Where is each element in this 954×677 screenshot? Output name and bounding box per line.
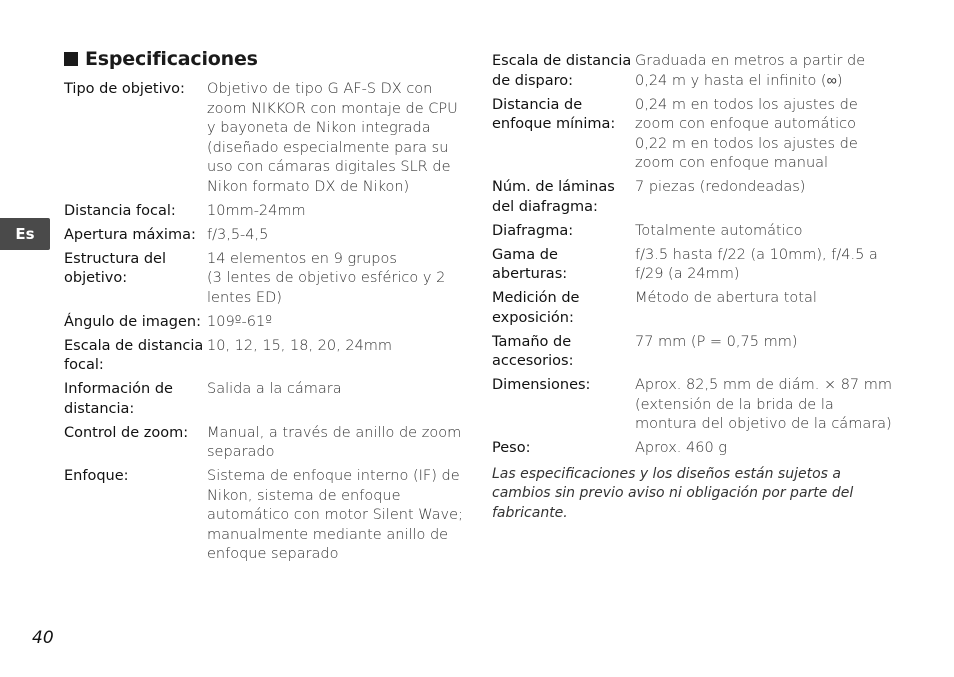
- spec-row: [64, 226, 464, 246]
- spec-row: [492, 178, 892, 217]
- spec-value: Aprox. 82,5 mm de diám. × 87 mm (extensión de la brida de la montura del objetivo de la cámara): [635, 377, 893, 432]
- spec-value: Sistema de enfoque interno (IF) de Nikon, sistema de enfoque automático con motor Silent Wave; manualmente mediante anillo de enfoque separado: [207, 468, 463, 562]
- spec-label: Apertura máxima:: [64, 226, 196, 243]
- spec-value: Método de abertura total: [635, 290, 817, 306]
- spec-column-left: [64, 80, 464, 569]
- spec-row: [492, 96, 892, 174]
- spec-value: Manual, a través de anillo de zoom separado: [207, 424, 462, 460]
- spec-value: 7 piezas (redondeadas): [635, 179, 806, 195]
- spec-row: [492, 222, 892, 242]
- spec-value: Salida a la cámara: [207, 381, 342, 397]
- spec-value: 10, 12, 15, 18, 20, 24mm: [207, 337, 393, 354]
- spec-label: Medición de exposición:: [492, 290, 580, 326]
- spec-row: [64, 337, 464, 376]
- spec-row: [492, 52, 892, 91]
- spec-label: Estructura del objetivo:: [64, 250, 167, 286]
- spec-row: [64, 424, 464, 463]
- spec-value: 77 mm (P = 0,75 mm): [635, 333, 798, 350]
- spec-label: Núm. de láminas del diafragma:: [492, 179, 615, 215]
- spec-value: f/3,5-4,5: [207, 226, 269, 243]
- spec-row: [64, 380, 464, 419]
- spec-value: 14 elementos en 9 grupos (3 lentes de objetivo esférico y 2 lentes ED): [207, 250, 446, 306]
- spec-row: [64, 313, 464, 333]
- spec-label: Enfoque:: [64, 468, 129, 484]
- spec-row: [492, 333, 892, 372]
- spec-label: Peso:: [492, 440, 531, 456]
- spec-value: Graduada en metros a partir de 0,24 m y hasta el infinito (∞): [635, 53, 866, 89]
- spec-label: Distancia de enfoque mínima:: [492, 96, 616, 132]
- spec-label: Escala de distancia focal:: [64, 337, 204, 373]
- spec-row: [64, 467, 464, 565]
- page-number: 40: [32, 628, 54, 648]
- spec-value: f/3.5 hasta f/22 (a 10mm), f/4.5 a f/29 (a 24mm): [635, 246, 878, 282]
- spec-row: [492, 289, 892, 328]
- spec-label: Tamaño de accesorios:: [492, 333, 574, 369]
- spec-label: Ángulo de imagen:: [64, 313, 201, 330]
- spec-value: 0,24 m en todos los ajustes de zoom con enfoque automático 0,22 m en todos los ajustes de zoom con enfoque manual: [635, 96, 858, 171]
- heading-text: Especificaciones: [85, 48, 258, 70]
- spec-label: Información de distancia:: [64, 381, 173, 417]
- spec-value: 10mm-24mm: [207, 202, 306, 219]
- language-tab: Es: [0, 218, 50, 250]
- section-heading: [64, 48, 258, 70]
- spec-label: Escala de distancia de disparo:: [492, 53, 632, 89]
- spec-row: [64, 202, 464, 222]
- spec-value: Objetivo de tipo G AF-S DX con zoom NIKKOR con montaje de CPU y bayoneta de Nikon integrada (diseñado especialmente para su uso con cámaras digitales SLR de Nikon formato DX de Nikon): [207, 81, 458, 195]
- spec-row: [492, 439, 892, 459]
- spec-label: Dimensiones:: [492, 377, 591, 393]
- disclaimer-note: Las especificaciones y los diseños están sujetos a cambios sin previo aviso ni obligación por parte del fabricante.: [492, 465, 854, 521]
- spec-value: Totalmente automático: [635, 222, 803, 239]
- spec-value: Aprox. 460 g: [635, 440, 727, 456]
- spec-row: [64, 80, 464, 197]
- black-square-icon: [64, 52, 78, 66]
- spec-label: Distancia focal:: [64, 202, 176, 219]
- spec-value: 109º-61º: [207, 313, 273, 330]
- spec-column-right: [492, 52, 892, 523]
- spec-label: Control de zoom:: [64, 424, 189, 441]
- spec-label: Tipo de objetivo:: [64, 81, 185, 97]
- spec-label: Diafragma:: [492, 222, 574, 239]
- spec-row: [64, 250, 464, 309]
- spec-row: [492, 246, 892, 285]
- spec-label: Gama de aberturas:: [492, 246, 568, 282]
- spec-row: [492, 376, 892, 435]
